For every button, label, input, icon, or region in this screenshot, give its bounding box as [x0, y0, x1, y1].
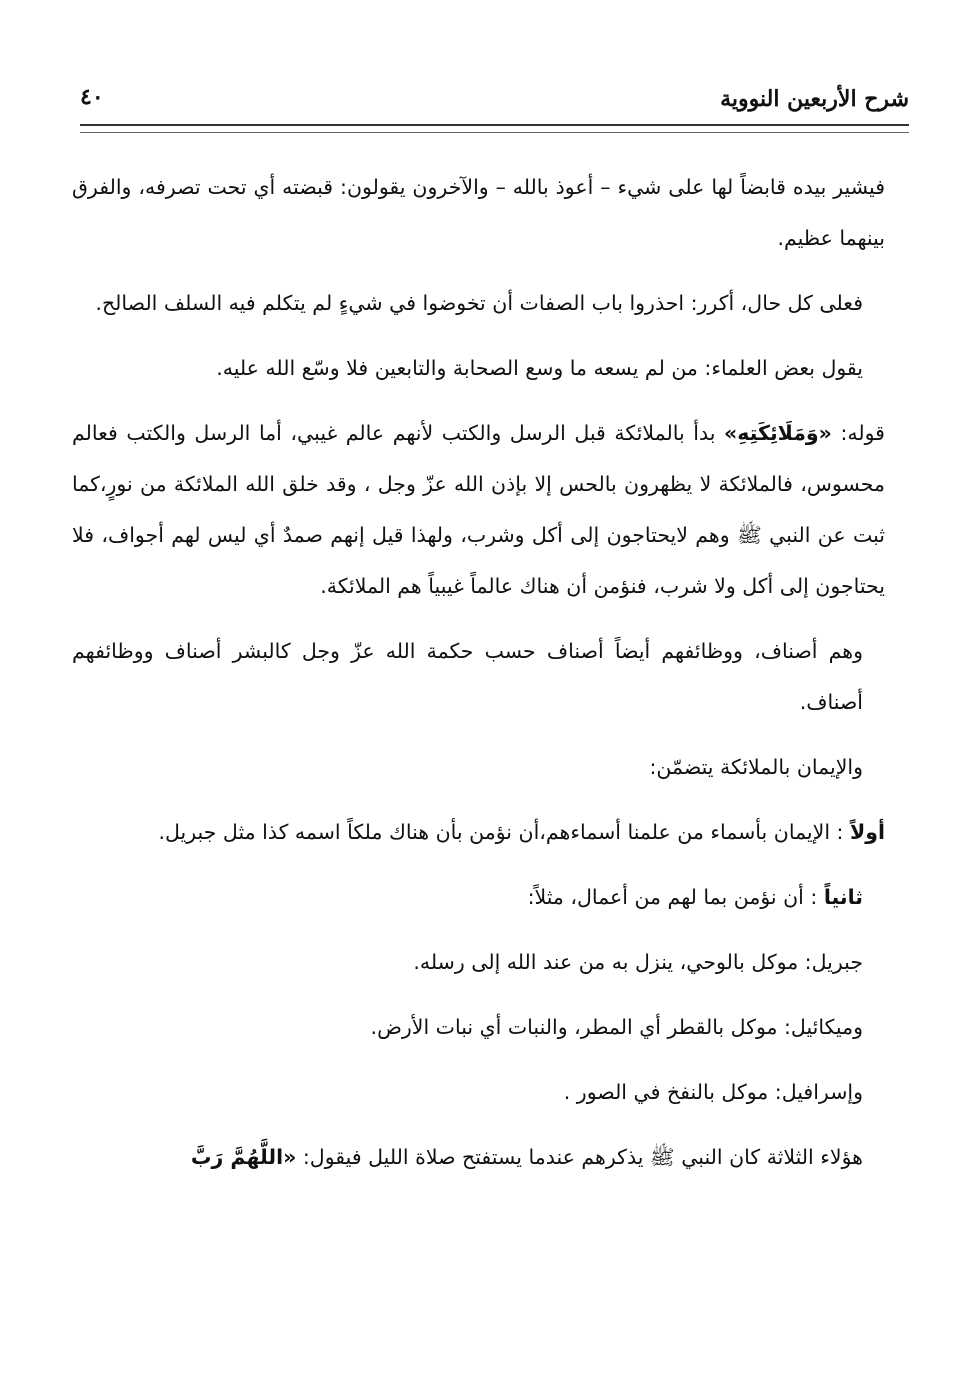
hadith-quote: «اللَّهُمَّ رَبَّ — [190, 1145, 297, 1169]
paragraph-text: : أن نؤمن بما لهم من أعمال، مثلاً: — [527, 885, 824, 909]
list-lead-first: أولاً — [849, 820, 885, 844]
paragraph-text: وإسرافيل: موكل بالنفخ في الصور . — [563, 1080, 863, 1104]
running-title: شرح الأربعين النووية — [720, 86, 909, 112]
page-header — [80, 80, 909, 120]
paragraph-text: فعلى كل حال، أكرر: احذروا باب الصفات أن تخوضوا في شيءٍ لم يتكلم فيه السلف الصالح. — [95, 291, 863, 315]
paragraph-text: فيشير بيده قابضاً لها على شيء – أعوذ بالله – والآخرون يقولون: قبضته أي تحت تصرفه، والفرق بينهما عظيم. — [72, 175, 885, 250]
paragraph-text: وهم أصناف، ووظائفهم أيضاً أصناف حسب حكمة الله عزّ وجل كالبشر أصناف ووظائفهم أصناف. — [72, 639, 863, 714]
paragraph-text: يقول بعض العلماء: من لم يسعه ما وسع الصحابة والتابعين فلا وسّع الله عليه. — [216, 356, 863, 380]
quran-quote: «وَمَلَائِكَتِهِ» — [723, 421, 832, 445]
paragraph-9 — [72, 937, 885, 988]
paragraph-text: جبريل: موكل بالوحي، ينزل به من عند الله إلى رسله. — [413, 950, 863, 974]
paragraph-5 — [72, 626, 885, 728]
paragraph-10 — [72, 1002, 885, 1053]
paragraph-6 — [72, 742, 885, 793]
paragraph-7 — [72, 807, 885, 858]
paragraph-text: والإيمان بالملائكة يتضمّن: — [649, 755, 863, 779]
header-rule — [80, 124, 909, 133]
list-lead-second: ثانياً — [823, 885, 863, 909]
paragraph-8 — [72, 872, 885, 923]
paragraph-3 — [72, 343, 885, 394]
paragraph-text: : الإيمان بأسماء من علمنا أسماءهم،أن نؤمن بأن هناك ملكاً اسمه كذا مثل جبريل. — [158, 820, 850, 844]
paragraph-4 — [72, 408, 885, 612]
paragraph-text: وميكائيل: موكل بالقطر أي المطر، والنبات أي نبات الأرض. — [370, 1015, 863, 1039]
body-text — [72, 162, 885, 1197]
paragraph-prefix: قوله: — [831, 421, 885, 445]
paragraph-text: هؤلاء الثلاثة كان النبي ﷺ يذكرهم عندما يستفتح صلاة الليل فيقول: — [296, 1145, 863, 1169]
paragraph-2 — [72, 278, 885, 329]
paragraph-11 — [72, 1067, 885, 1118]
paragraph-text: بدأ بالملائكة قبل الرسل والكتب لأنهم عالم غيبي، أما الرسل والكتب فعالم محسوس، فالملائكة لا يظهرون بالحس إلا بإذن الله عزّ وجل ، وقد خلق الله الملائكة من نورٍ،كما ثبت عن النبي ﷺ وهم لايحتاجون إلى أكل وشرب، ولهذا قيل إنهم صمدٌ أي ليس لهم أجواف، فلا يحتاجون إلى أكل ولا شرب، فنؤمن أن هناك عالماً غيبياً هم الملائكة. — [72, 421, 885, 598]
paragraph-1 — [72, 162, 885, 264]
paragraph-12 — [72, 1132, 885, 1183]
page-number: ٤٠ — [80, 84, 104, 110]
